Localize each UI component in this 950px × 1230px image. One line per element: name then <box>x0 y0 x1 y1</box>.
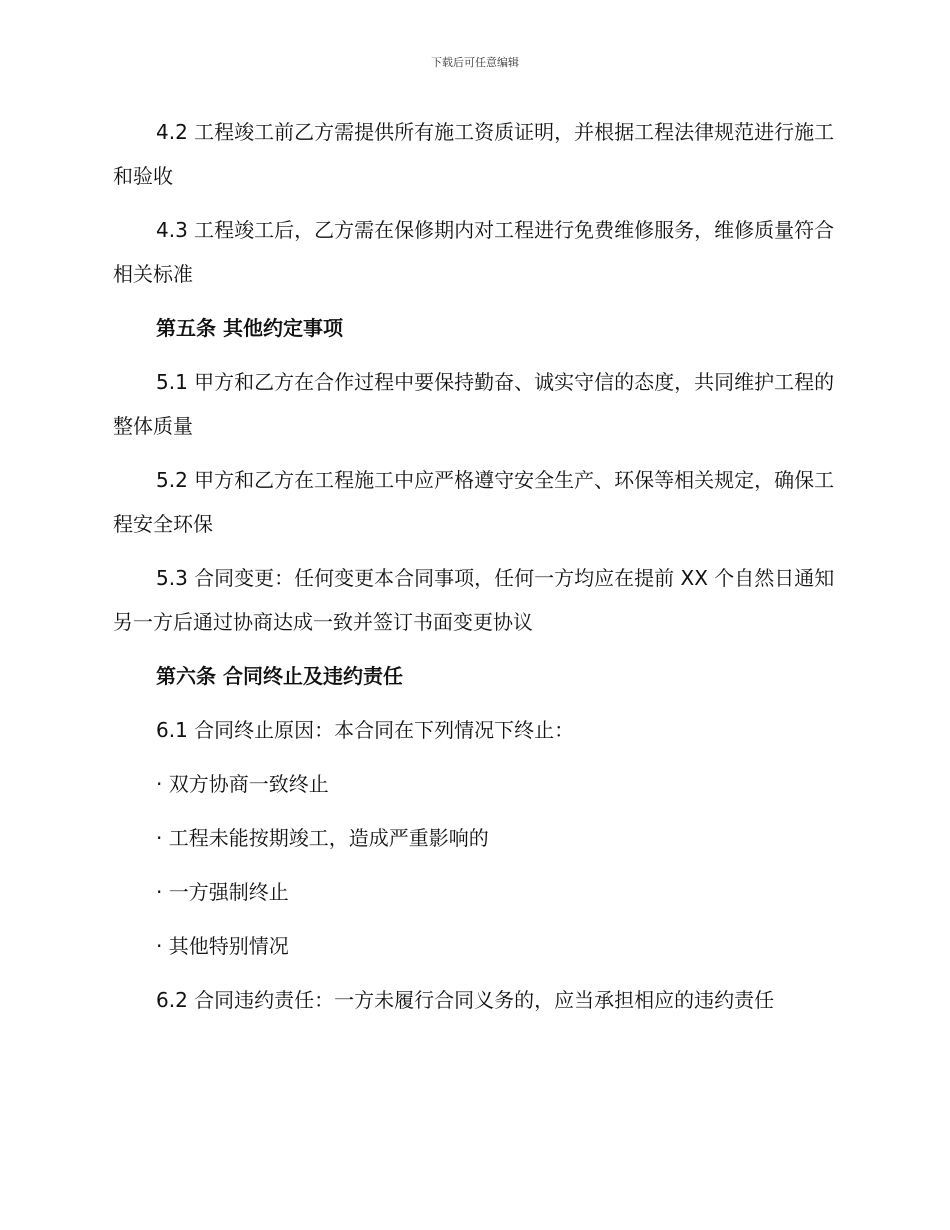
bullet-item: · 一方强制终止 <box>156 880 289 904</box>
section-heading-5: 第五条 其他约定事项 <box>156 316 343 340</box>
bullet-item: · 工程未能按期竣工，造成严重影响的 <box>156 826 489 850</box>
clause-5-2: 5.2 甲方和乙方在工程施工中应严格遵守安全生产、环保等相关规定，确保工程安全环保 <box>113 468 835 536</box>
document-body <box>113 110 837 1032</box>
clause-6-2: 6.2 合同违约责任：一方未履行合同义务的，应当承担相应的违约责任 <box>156 988 775 1012</box>
clause-4-2: 4.2 工程竣工前乙方需提供所有施工资质证明，并根据工程法律规范进行施工和验收 <box>113 120 835 188</box>
bullet-item: · 双方协商一致终止 <box>156 772 329 796</box>
clause-5-1: 5.1 甲方和乙方在合作过程中要保持勤奋、诚实守信的态度，共同维护工程的整体质量 <box>113 370 835 438</box>
section-heading-6: 第六条 合同终止及违约责任 <box>156 664 403 688</box>
clause-4-3: 4.3 工程竣工后，乙方需在保修期内对工程进行免费维修服务，维修质量符合相关标准 <box>113 218 835 286</box>
clause-5-3: 5.3 合同变更：任何变更本合同事项，任何一方均应在提前 XX 个自然日通知另一方后通过协商达成一致并签订书面变更协议 <box>113 566 835 634</box>
page-header: 下载后可任意编辑 <box>431 56 519 69</box>
bullet-item: · 其他特别情况 <box>156 934 289 958</box>
clause-6-1: 6.1 合同终止原因：本合同在下列情况下终止： <box>156 718 575 742</box>
